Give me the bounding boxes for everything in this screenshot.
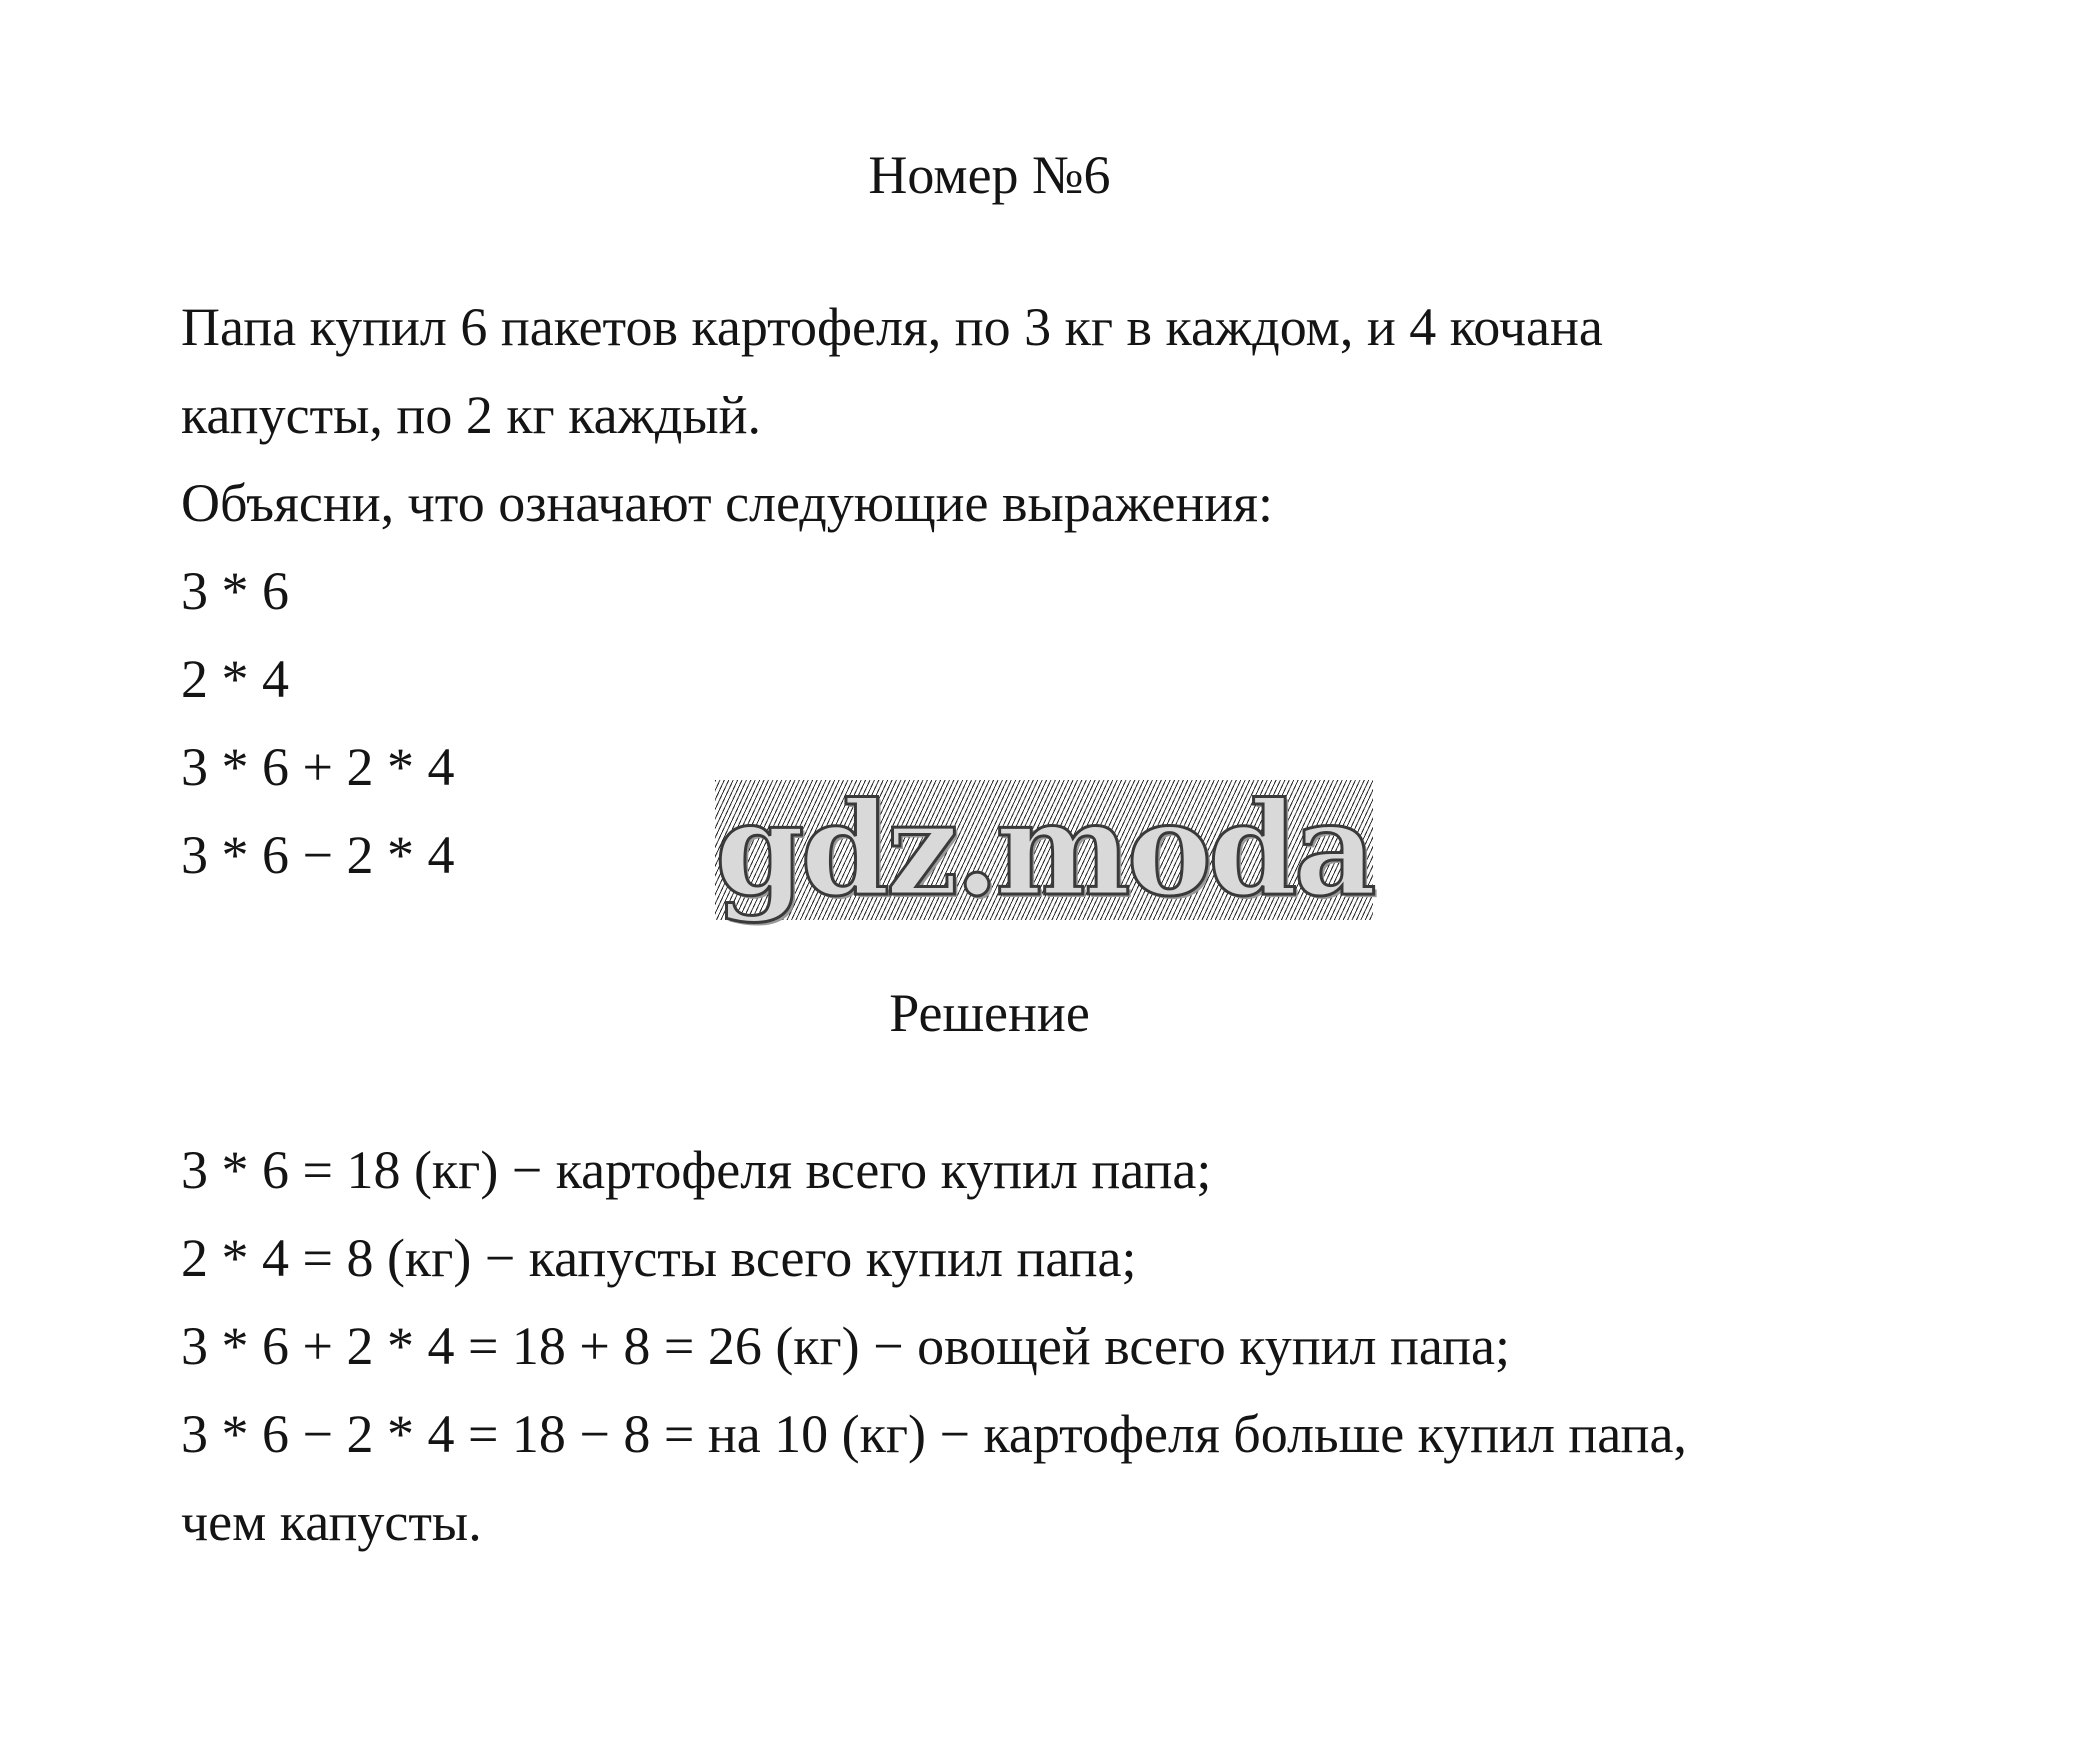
problem-line: Объясни, что означают следующие выражения: [181, 473, 1273, 533]
solution-line: 2 * 4 = 8 (кг) − капусты всего купил папа; [181, 1228, 1137, 1288]
solution-line: чем капусты. [181, 1492, 482, 1552]
expression-line: 3 * 6 + 2 * 4 [181, 737, 455, 797]
expression-line: 3 * 6 [181, 561, 289, 621]
expression-line: 2 * 4 [181, 649, 289, 709]
problem-line: Папа купил 6 пакетов картофеля, по 3 кг в каждом, и 4 кочана [181, 297, 1603, 357]
solution-line: 3 * 6 + 2 * 4 = 18 + 8 = 26 (кг) − овощей всего купил папа; [181, 1316, 1511, 1376]
watermark-logo: gdz.moda [715, 775, 1373, 925]
problem-line: капусты, по 2 кг каждый. [181, 385, 762, 445]
solution-body [181, 1138, 1981, 1578]
solution-line: 3 * 6 = 18 (кг) − картофеля всего купил папа; [181, 1140, 1212, 1200]
page-title: Номер №6 [868, 145, 1111, 205]
solution-line: 3 * 6 − 2 * 4 = 18 − 8 = на 10 (кг) − картофеля больше купил папа, [181, 1404, 1687, 1464]
expression-line: 3 * 6 − 2 * 4 [181, 825, 455, 885]
solution-title: Решение [889, 983, 1090, 1043]
